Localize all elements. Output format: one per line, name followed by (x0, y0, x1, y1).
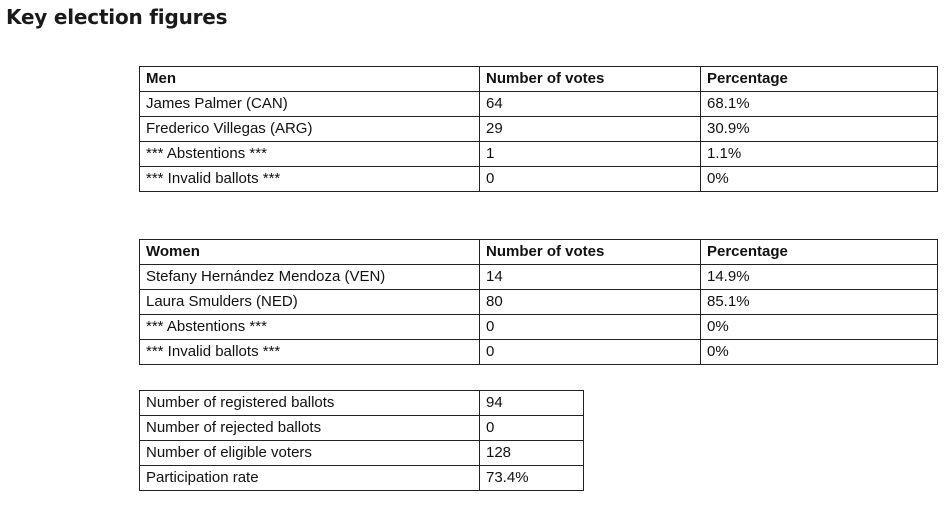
women-results-table (139, 239, 938, 365)
abstentions-label: *** Abstentions *** (140, 315, 480, 340)
summary-value: 73.4% (480, 466, 584, 491)
table-row (140, 315, 938, 340)
candidate-name: James Palmer (CAN) (140, 92, 480, 117)
men-header-percentage: Percentage (701, 67, 938, 92)
table-row (140, 92, 938, 117)
table-row (140, 340, 938, 365)
vote-percentage: 68.1% (701, 92, 938, 117)
vote-percentage: 85.1% (701, 290, 938, 315)
men-header-category: Men (140, 67, 480, 92)
women-header-votes: Number of votes (480, 240, 701, 265)
summary-label: Participation rate (140, 466, 480, 491)
vote-percentage: 0% (701, 167, 938, 192)
summary-value: 0 (480, 416, 584, 441)
vote-percentage: 0% (701, 315, 938, 340)
vote-count: 14 (480, 265, 701, 290)
table-row (140, 466, 584, 491)
women-header-category: Women (140, 240, 480, 265)
vote-count: 0 (480, 340, 701, 365)
vote-count: 0 (480, 167, 701, 192)
vote-percentage: 30.9% (701, 117, 938, 142)
vote-count: 29 (480, 117, 701, 142)
ballot-summary-table (139, 390, 584, 491)
vote-percentage: 1.1% (701, 142, 938, 167)
summary-value: 94 (480, 391, 584, 416)
summary-label: Number of eligible voters (140, 441, 480, 466)
table-row (140, 142, 938, 167)
table-row (140, 167, 938, 192)
vote-percentage: 14.9% (701, 265, 938, 290)
invalid-ballots-label: *** Invalid ballots *** (140, 167, 480, 192)
candidate-name: Stefany Hernández Mendoza (VEN) (140, 265, 480, 290)
men-results-table (139, 66, 938, 192)
women-header-percentage: Percentage (701, 240, 938, 265)
summary-value: 128 (480, 441, 584, 466)
table-header-row (140, 240, 938, 265)
table-row (140, 117, 938, 142)
vote-count: 64 (480, 92, 701, 117)
table-header-row (140, 67, 938, 92)
summary-label: Number of registered ballots (140, 391, 480, 416)
abstentions-label: *** Abstentions *** (140, 142, 480, 167)
candidate-name: Laura Smulders (NED) (140, 290, 480, 315)
summary-label: Number of rejected ballots (140, 416, 480, 441)
vote-count: 1 (480, 142, 701, 167)
table-row (140, 290, 938, 315)
page-title: Key election figures (6, 5, 228, 29)
table-row (140, 265, 938, 290)
table-row (140, 416, 584, 441)
table-row (140, 441, 584, 466)
vote-count: 80 (480, 290, 701, 315)
table-row (140, 391, 584, 416)
vote-count: 0 (480, 315, 701, 340)
men-header-votes: Number of votes (480, 67, 701, 92)
candidate-name: Frederico Villegas (ARG) (140, 117, 480, 142)
invalid-ballots-label: *** Invalid ballots *** (140, 340, 480, 365)
vote-percentage: 0% (701, 340, 938, 365)
